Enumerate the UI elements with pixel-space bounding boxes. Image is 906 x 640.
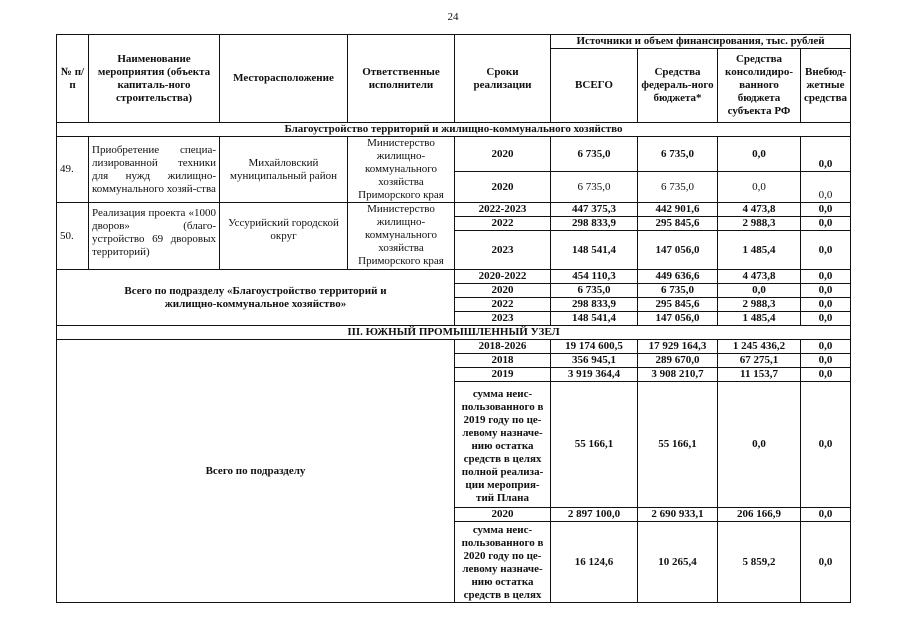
row-federal: 6 735,0: [638, 284, 718, 298]
col-federal-header: Средства федераль-ного бюджета*: [638, 49, 718, 123]
col-num-header: № п/п: [57, 35, 89, 123]
row-term: сумма неис-пользованного в 2019 году по це-левому назначе-нию остатка средств в целях полной реализа-ции мероприя-тий Плана: [455, 382, 551, 508]
row-term: 2020: [455, 137, 551, 172]
row-consolidated: 2 988,3: [718, 298, 801, 312]
row-term: сумма неис-пользованного в 2020 году по це-левому назначе-нию остатка средств в целях: [455, 522, 551, 603]
row-federal: 147 056,0: [638, 312, 718, 326]
row-extra: 0,0: [801, 312, 851, 326]
col-executors-header: Ответственные исполнители: [348, 35, 455, 123]
col-total-header: ВСЕГО: [551, 49, 638, 123]
section-title: Благоустройство территорий и жилищно-коммунального хозяйство: [57, 123, 851, 137]
row-consolidated: 11 153,7: [718, 368, 801, 382]
row-federal: 10 265,4: [638, 522, 718, 603]
row-federal: 55 166,1: [638, 382, 718, 508]
section-title: III. ЮЖНЫЙ ПРОМЫШЛЕННЫЙ УЗЕЛ: [57, 326, 851, 340]
table-row: [57, 203, 851, 217]
row-extra: 0,0: [801, 137, 851, 172]
row-extra: 0,0: [801, 298, 851, 312]
section-title-row: [57, 123, 851, 137]
col-sources-header: Источники и объем финансирования, тыс. рублей: [551, 35, 851, 49]
row-federal: 3 908 210,7: [638, 368, 718, 382]
row-federal: 442 901,6: [638, 203, 718, 217]
header-row-1: [57, 35, 851, 49]
row-consolidated: 0,0: [718, 284, 801, 298]
row-term: 2019: [455, 368, 551, 382]
row-extra: 0,0: [801, 231, 851, 270]
row-total: 6 735,0: [551, 284, 638, 298]
row-federal: 6 735,0: [638, 137, 718, 172]
row-extra: 0,0: [801, 270, 851, 284]
row-total: 6 735,0: [551, 137, 638, 172]
row-term: 2020: [455, 284, 551, 298]
row-consolidated: 1 485,4: [718, 312, 801, 326]
col-location-header: Месторасположение: [220, 35, 348, 123]
section-title-row: [57, 326, 851, 340]
row-extra: 0,0: [801, 354, 851, 368]
row-total: 447 375,3: [551, 203, 638, 217]
row-total: 298 833,9: [551, 298, 638, 312]
row-extra: 0,0: [801, 172, 851, 203]
row-consolidated: 5 859,2: [718, 522, 801, 603]
row-consolidated: 0,0: [718, 172, 801, 203]
row-federal: 2 690 933,1: [638, 508, 718, 522]
row-extra: 0,0: [801, 382, 851, 508]
section-total-label: Всего по подразделу: [57, 340, 455, 603]
row-extra: 0,0: [801, 284, 851, 298]
row-total: 148 541,4: [551, 312, 638, 326]
row-consolidated: 67 275,1: [718, 354, 801, 368]
table-row: [57, 137, 851, 172]
row-location: Михайловский муниципальный район: [220, 137, 348, 203]
row-term: 2020: [455, 508, 551, 522]
row-consolidated: 2 988,3: [718, 217, 801, 231]
row-federal: 6 735,0: [638, 172, 718, 203]
col-extra-header: Внебюд-жетные средства: [801, 49, 851, 123]
row-executors: Министерство жилищно-коммунального хозяйства Приморского края: [348, 137, 455, 203]
row-total: 6 735,0: [551, 172, 638, 203]
row-total: 19 174 600,5: [551, 340, 638, 354]
row-total: 454 110,3: [551, 270, 638, 284]
row-total: 55 166,1: [551, 382, 638, 508]
table-row: [57, 270, 851, 284]
col-consolidated-header: Средства консолидиро-ванного бюджета субъекта РФ: [718, 49, 801, 123]
row-name: Реализация проекта «1000 дворов» (благо-устройство 69 дворовых территорий): [89, 203, 220, 270]
row-location: Уссурийский городской округ: [220, 203, 348, 270]
row-total: 298 833,9: [551, 217, 638, 231]
financing-table: [56, 34, 851, 603]
row-federal: 147 056,0: [638, 231, 718, 270]
row-term: 2020-2022: [455, 270, 551, 284]
row-num: 49.: [57, 137, 89, 203]
row-consolidated: 1 245 436,2: [718, 340, 801, 354]
row-extra: 0,0: [801, 340, 851, 354]
row-term: 2022-2023: [455, 203, 551, 217]
row-consolidated: 4 473,8: [718, 270, 801, 284]
row-consolidated: 206 166,9: [718, 508, 801, 522]
row-extra: 0,0: [801, 203, 851, 217]
row-total: 2 897 100,0: [551, 508, 638, 522]
row-total: 148 541,4: [551, 231, 638, 270]
col-terms-header: Сроки реализации: [455, 35, 551, 123]
row-federal: 295 845,6: [638, 298, 718, 312]
row-term: 2023: [455, 231, 551, 270]
row-term: 2020: [455, 172, 551, 203]
row-extra: 0,0: [801, 508, 851, 522]
table-row: [57, 340, 851, 354]
row-num: 50.: [57, 203, 89, 270]
row-executors: Министерство жилищно-коммунального хозяйства Приморского края: [348, 203, 455, 270]
row-term: 2023: [455, 312, 551, 326]
row-federal: 295 845,6: [638, 217, 718, 231]
row-name: Приобретение специа-лизированной техники для нужд жилищно-коммунального хозяй-ства: [89, 137, 220, 203]
row-federal: 449 636,6: [638, 270, 718, 284]
row-consolidated: 4 473,8: [718, 203, 801, 217]
row-consolidated: 1 485,4: [718, 231, 801, 270]
row-extra: 0,0: [801, 217, 851, 231]
row-term: 2018: [455, 354, 551, 368]
row-total: 3 919 364,4: [551, 368, 638, 382]
row-federal: 289 670,0: [638, 354, 718, 368]
row-total: 16 124,6: [551, 522, 638, 603]
row-term: 2018-2026: [455, 340, 551, 354]
subtotal-label: Всего по подразделу «Благоустройство территорий и жилищно-коммунальное хозяйство»: [57, 270, 455, 326]
page-number: 24: [447, 11, 459, 23]
row-consolidated: 0,0: [718, 137, 801, 172]
row-extra: 0,0: [801, 368, 851, 382]
row-total: 356 945,1: [551, 354, 638, 368]
row-term: 2022: [455, 217, 551, 231]
row-term: 2022: [455, 298, 551, 312]
row-federal: 17 929 164,3: [638, 340, 718, 354]
row-consolidated: 0,0: [718, 382, 801, 508]
row-extra: 0,0: [801, 522, 851, 603]
col-name-header: Наименование мероприятия (объекта капиталь-ного строительства): [89, 35, 220, 123]
